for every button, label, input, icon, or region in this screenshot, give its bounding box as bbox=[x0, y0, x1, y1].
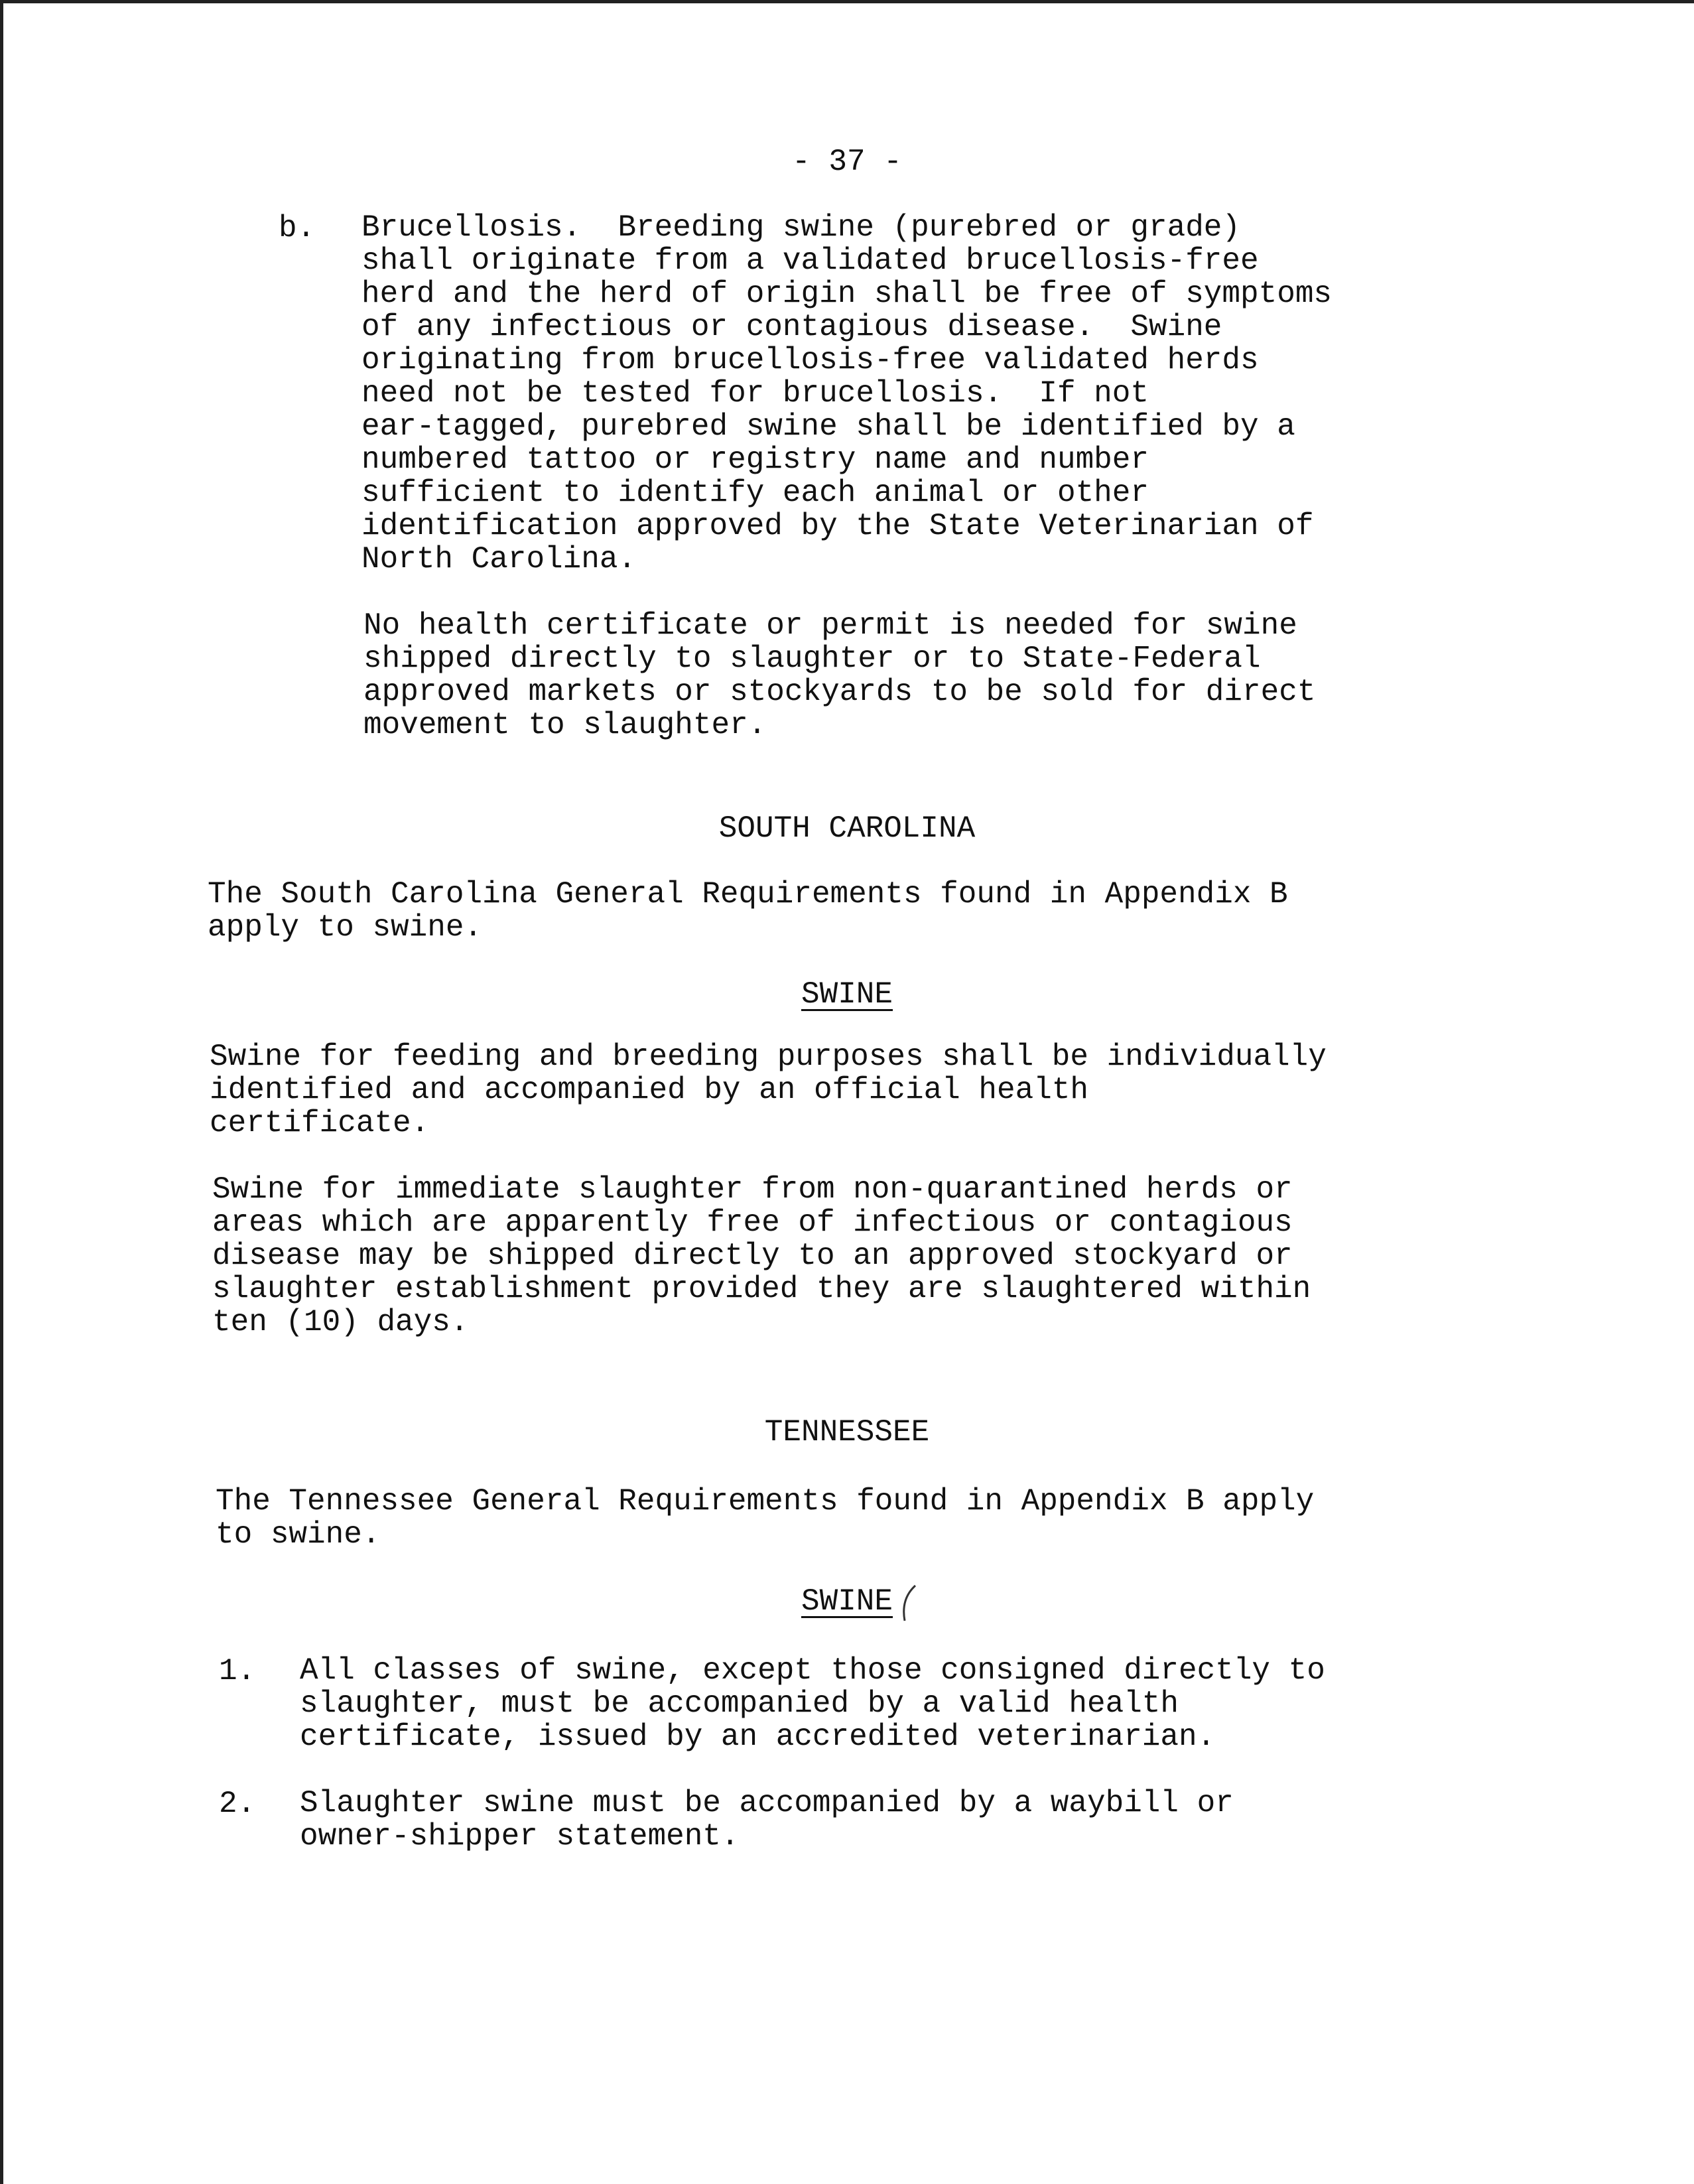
tennessee-item-2-label: 2. bbox=[219, 1787, 256, 1821]
tennessee-intro: The Tennessee General Requirements found in Appendix B apply to swine. bbox=[216, 1484, 1315, 1552]
south-carolina-para-2: Swine for immediate slaughter from non-quarantined herds or areas which are apparently free of infectious or contagious disease may be shipped directly to an approved stockyard or slaughter establishment provided they are slaughtered within ten (10) days. bbox=[212, 1172, 1311, 1339]
south-carolina-intro: The South Carolina General Requirements found in Appendix B apply to swine. bbox=[208, 877, 1288, 945]
pen-mark bbox=[895, 1582, 922, 1629]
page-border-left bbox=[0, 0, 3, 2184]
tennessee-item-2-text: Slaughter swine must be accompanied by a waybill or owner-shipper statement. bbox=[300, 1786, 1234, 1854]
tennessee-swine-heading: SWINE bbox=[801, 1584, 893, 1619]
page-border-top bbox=[0, 0, 1694, 3]
south-carolina-para-1: Swine for feeding and breeding purposes shall be individually identified and accompanied by an official health certificate. bbox=[210, 1040, 1327, 1140]
item-b-note: No health certificate or permit is needed for swine shipped directly to slaughter or to State-Federal approved markets or stockyards to be sold for direct movement to slaughter. bbox=[363, 608, 1316, 742]
tennessee-heading: TENNESSEE bbox=[764, 1415, 930, 1450]
page-number: - 37 - bbox=[792, 145, 902, 179]
item-b-label: b. bbox=[279, 211, 316, 245]
tennessee-item-1-text: All classes of swine, except those consigned directly to slaughter, must be accompanied by a valid health certificate, issued by an accredited veterinarian. bbox=[300, 1653, 1325, 1754]
south-carolina-heading: SOUTH CAROLINA bbox=[718, 811, 976, 846]
tennessee-item-1-label: 1. bbox=[219, 1654, 256, 1688]
item-b-text: Brucellosis. Breeding swine (purebred or grade) shall originate from a validated brucellosis-free herd and the herd of origin shall be free of symptoms of any infectious or contagious disease. Swine originating from brucellosis-free validated herds need not be tested for brucellosis. If not ear-tagged, purebred swine shall be identified by a numbered tattoo or registry name and number sufficient to identify each animal or other identification approved by the State Veterinarian of North Carolina. bbox=[361, 210, 1333, 577]
south-carolina-swine-heading: SWINE bbox=[801, 977, 893, 1012]
